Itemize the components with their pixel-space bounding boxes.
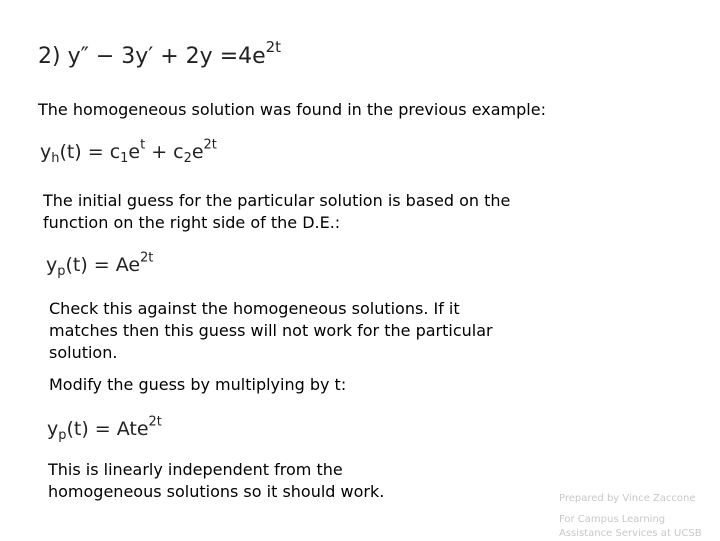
yh-e2-exponent: 2t [203, 137, 217, 153]
equation-lhs: y″ − 3y′ + 2y =4e [67, 44, 266, 69]
yh-c2-subscript: 2 [183, 150, 192, 166]
yp2-body: (t) = Ate [66, 418, 149, 440]
yh-c2-part: + c [145, 141, 184, 163]
homogeneous-intro-text: The homogeneous solution was found in the previous example: [38, 100, 546, 119]
yp1-body: (t) = Ae [65, 254, 141, 276]
yp1-exponent: 2t [140, 250, 154, 266]
yh-y: y [40, 141, 52, 163]
yh-e1-exponent: t [140, 137, 146, 153]
credit-affiliation: For Campus Learning Assistance Services at UCSB [559, 514, 702, 539]
credit-author: Prepared by Vince Zaccone [559, 493, 696, 504]
yh-c1-subscript: 1 [120, 150, 129, 166]
equation-exponent: 2t [265, 37, 282, 56]
homogeneous-solution-formula [40, 137, 217, 166]
credit-block [559, 492, 709, 541]
yp2-subscript: p [58, 427, 67, 443]
problem-number: 2) [38, 44, 61, 69]
yh-e2: e [191, 141, 204, 163]
yh-subscript: h [51, 150, 60, 166]
conclusion-text: This is linearly independent from the homogeneous solutions so it should work. [48, 460, 385, 501]
modify-guess-text: Modify the guess by multiplying by t: [49, 375, 347, 394]
yp1-y: y [46, 254, 58, 276]
yh-c1-part: (t) = c [59, 141, 121, 163]
check-text: Check this against the homogeneous solutions. If it matches then this guess will not work for the particular solution. [49, 299, 493, 362]
yp2-exponent: 2t [148, 414, 162, 430]
yp2-y: y [47, 418, 59, 440]
differential-equation [38, 37, 282, 69]
yh-e1: e [128, 141, 141, 163]
initial-guess-text: The initial guess for the particular solution is based on the function on the right side of the D.E.: [43, 191, 511, 232]
modified-guess-formula [47, 414, 162, 443]
yp1-subscript: p [57, 263, 66, 279]
particular-guess-formula [46, 250, 154, 279]
